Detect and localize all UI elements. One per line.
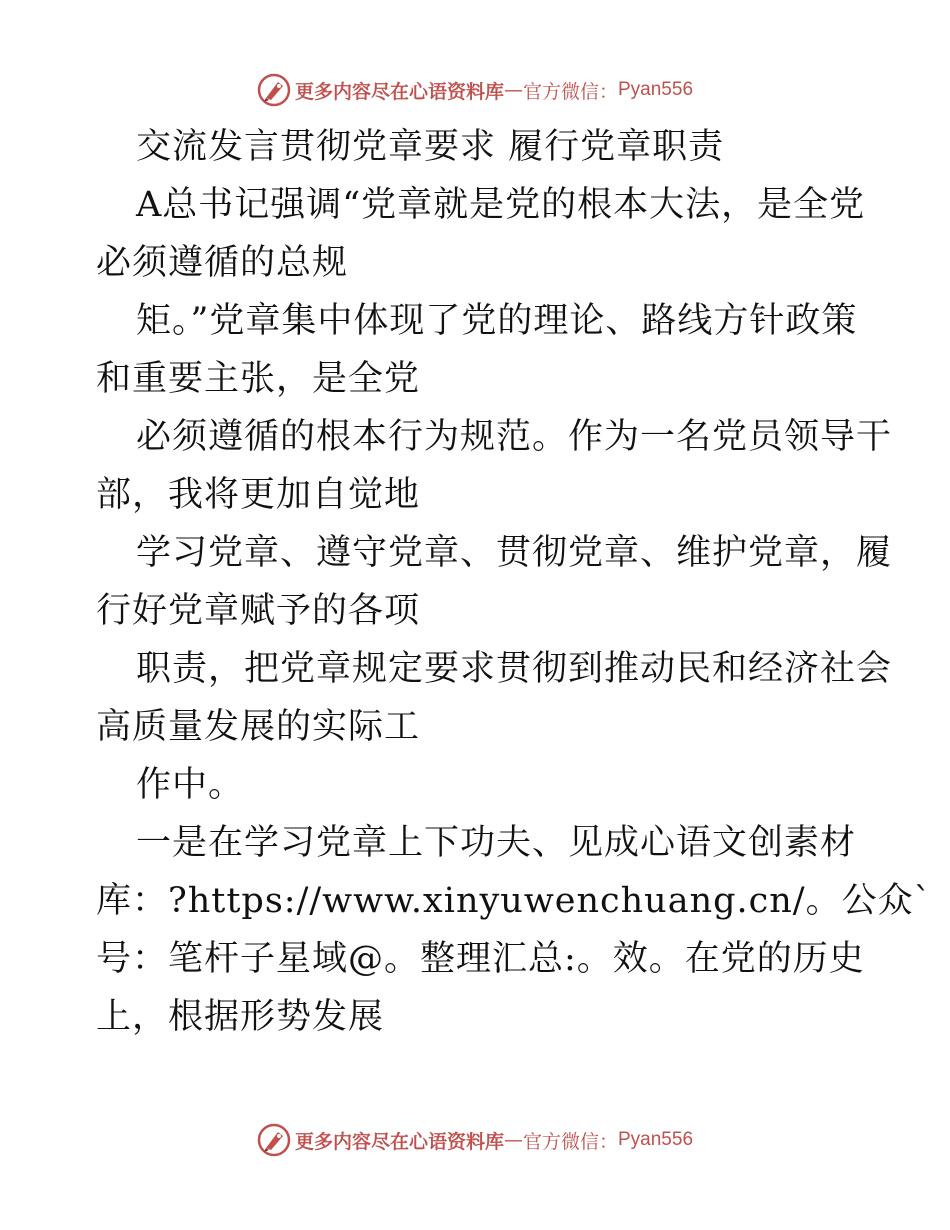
watermark-separator: — (503, 79, 523, 101)
text-line: 和重要主张，是全党 (96, 359, 421, 399)
watermark-handle: Pyan556 (618, 79, 694, 100)
watermark-promo-text: 更多内容尽在心语资料库 (294, 1130, 504, 1153)
text-line: 一是在学习党章上下功夫、见成心语文创素材 (136, 823, 857, 863)
watermark-official-label: 官方微信： (522, 1130, 618, 1153)
pen-nib-logo-icon (257, 73, 291, 107)
text-line: A总书记强调“党章就是党的根本大法，是全党 (136, 185, 866, 225)
text-line: 上，根据形势发展 (96, 997, 385, 1037)
text-line: 职责，把党章规定要求贯彻到推动民和经济社会 (136, 649, 893, 689)
text-line: 交流发言贯彻党章要求 履行党章职责 (136, 127, 725, 167)
text-line: 必须遵循的根本行为规范。作为一名党员领导干 (136, 417, 893, 457)
text-line: 行好党章赋予的各项 (96, 591, 421, 631)
text-line: 号：笔杆子星域@。整理汇总:。效。在党的历史 (96, 939, 865, 979)
footer-watermark (0, 1120, 950, 1160)
text-line: 必须遵循的总规 (96, 243, 349, 283)
text-line: 作中。 (136, 765, 245, 805)
text-line: 高质量发展的实际工 (96, 707, 421, 747)
watermark-official-label: 官方微信： (522, 80, 618, 103)
text-line: 库：?https://www.xinyuwenchuang.cn/。公众` (96, 881, 933, 921)
pen-nib-logo-icon (257, 1123, 291, 1157)
watermark-promo-text: 更多内容尽在心语资料库 (294, 80, 504, 103)
text-line: 部，我将更加自觉地 (96, 475, 421, 515)
watermark-handle: Pyan556 (618, 1129, 694, 1150)
document-body (96, 118, 933, 1046)
header-watermark (0, 70, 950, 110)
watermark-separator: — (503, 1129, 523, 1151)
text-line: 学习党章、遵守党章、贯彻党章、维护党章，履 (136, 533, 893, 573)
text-line: 矩。”党章集中体现了党的理论、路线方针政策 (136, 301, 858, 341)
